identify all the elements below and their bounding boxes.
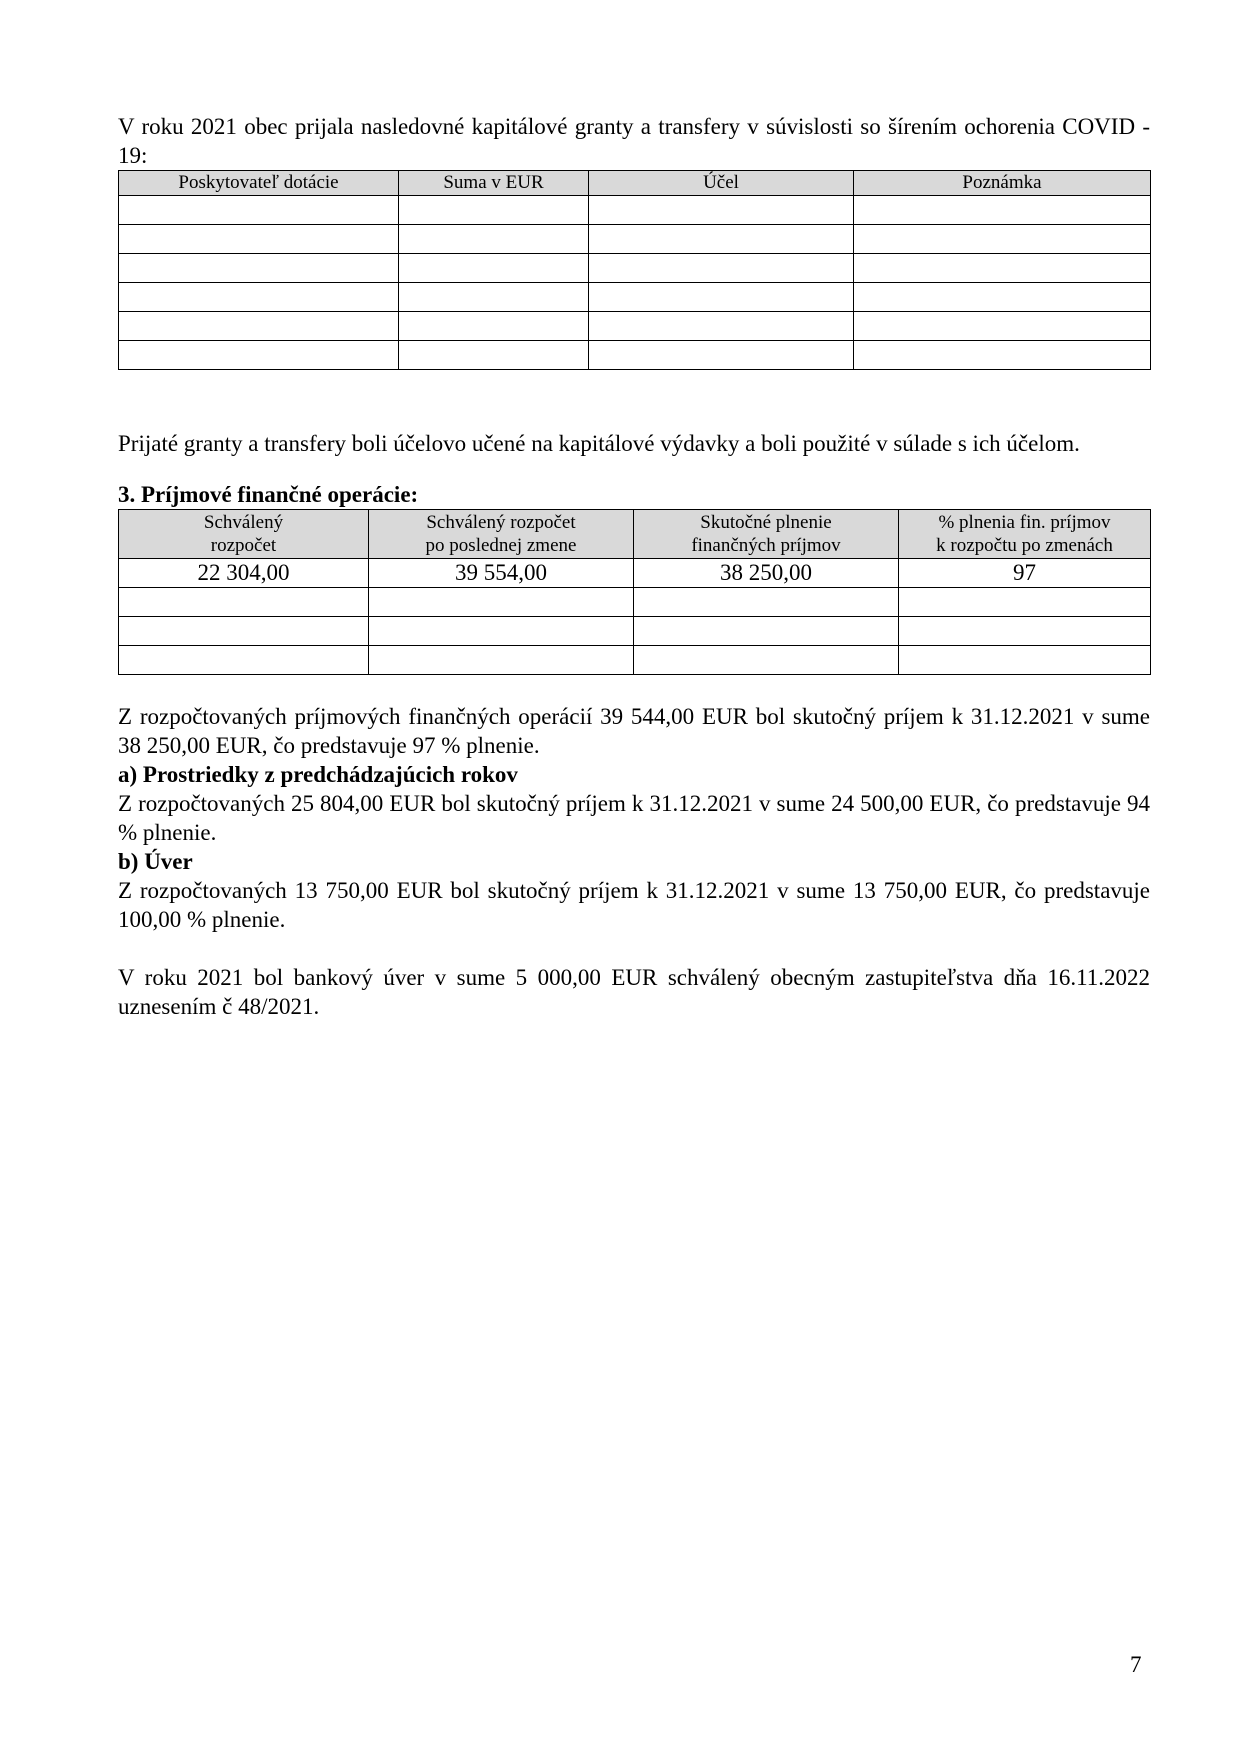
financial-operations-table [118,509,1151,675]
grants-note-paragraph: Prijaté granty a transfery boli účelovo učené na kapitálové výdavky a boli použité v súlade s ich účelom. [118,431,1080,456]
header-line: % plnenia fin. príjmov [938,512,1111,533]
intro-paragraph: V roku 2021 obec prijala nasledovné kapitálové granty a transfery v súvislosti so šírením ochorenia COVID - 19: [118,114,1150,168]
table-row [119,588,1151,617]
table-row [119,225,1151,254]
grants-header-provider: Poskytovateľ dotácie [119,171,399,196]
table-row [119,283,1151,312]
table-cell [589,312,854,341]
table-cell [369,646,634,675]
table-cell [399,225,589,254]
table-cell [399,312,589,341]
header-line: po poslednej zmene [425,535,577,556]
page-number: 7 [1130,1652,1142,1677]
table-row [119,341,1151,370]
table-cell [589,196,854,225]
table-cell [119,588,369,617]
grants-header-note: Poznámka [854,171,1151,196]
table-cell [634,646,899,675]
loan-note-paragraph: V roku 2021 bol bankový úver v sume 5 000,00 EUR schválený obecným zastupiteľstva dňa 16.11.2022 uznesením č 48/2021. [118,965,1150,1019]
table-row [119,254,1151,283]
subsection-b-heading: b) Úver [118,849,193,874]
table-row [119,196,1151,225]
table-cell [119,254,399,283]
table-row [119,559,1151,588]
section-3-heading: 3. Príjmové finančné operácie: [118,482,419,507]
table-cell [854,341,1151,370]
table-cell [854,312,1151,341]
table-cell [854,196,1151,225]
table-cell [369,617,634,646]
table-cell [119,225,399,254]
table-cell [369,588,634,617]
table-cell [854,254,1151,283]
table-cell [589,341,854,370]
table-cell: 38 250,00 [634,559,899,588]
table-cell [119,312,399,341]
table-cell [399,283,589,312]
subsection-a-heading: a) Prostriedky z predchádzajúcich rokov [118,762,518,787]
table-cell [119,283,399,312]
table-cell [634,617,899,646]
financial-operations-summary: Z rozpočtovaných príjmových finančných operácií 39 544,00 EUR bol skutočný príjem k 31.12.2021 v sume 38 250,00 EUR, čo predstavuje 97 % plnenie. [118,704,1150,758]
table-cell [589,283,854,312]
table-cell [399,341,589,370]
table-cell [899,588,1151,617]
header-line: Schválený [203,512,284,533]
document-page [118,112,1150,1021]
table-cell [119,196,399,225]
table-cell [119,617,369,646]
table-cell [119,646,369,675]
table-row [119,646,1151,675]
table-cell: 97 [899,559,1151,588]
table-row [119,312,1151,341]
header-fulfilment-percent [899,510,1151,559]
table-cell [399,196,589,225]
header-budget-after-change [369,510,634,559]
header-line: k rozpočtu po zmenách [936,535,1113,556]
header-line: Schválený rozpočet [426,512,576,533]
subsection-b-text: Z rozpočtovaných 13 750,00 EUR bol skutočný príjem k 31.12.2021 v sume 13 750,00 EUR, čo predstavuje 100,00 % plnenie. [118,878,1150,932]
table-cell [589,254,854,283]
header-line: Skutočné plnenie [700,512,832,533]
grants-table [118,170,1151,370]
header-line: finančných príjmov [691,535,841,556]
table-row [119,617,1151,646]
grants-table-header-row [119,171,1151,196]
header-line: rozpočet [210,535,277,556]
subsection-a-text: Z rozpočtovaných 25 804,00 EUR bol skutočný príjem k 31.12.2021 v sume 24 500,00 EUR, čo predstavuje 94 % plnenie. [118,791,1150,845]
table-cell [899,646,1151,675]
header-actual-fulfilment [634,510,899,559]
financial-table-header-row [119,510,1151,559]
table-cell: 39 554,00 [369,559,634,588]
table-cell [634,588,899,617]
grants-header-amount: Suma v EUR [399,171,589,196]
grants-header-purpose: Účel [589,171,854,196]
table-cell [589,225,854,254]
table-cell [854,283,1151,312]
table-cell [899,617,1151,646]
table-cell [854,225,1151,254]
table-cell: 22 304,00 [119,559,369,588]
table-cell [399,254,589,283]
table-cell [119,341,399,370]
header-approved-budget [119,510,369,559]
